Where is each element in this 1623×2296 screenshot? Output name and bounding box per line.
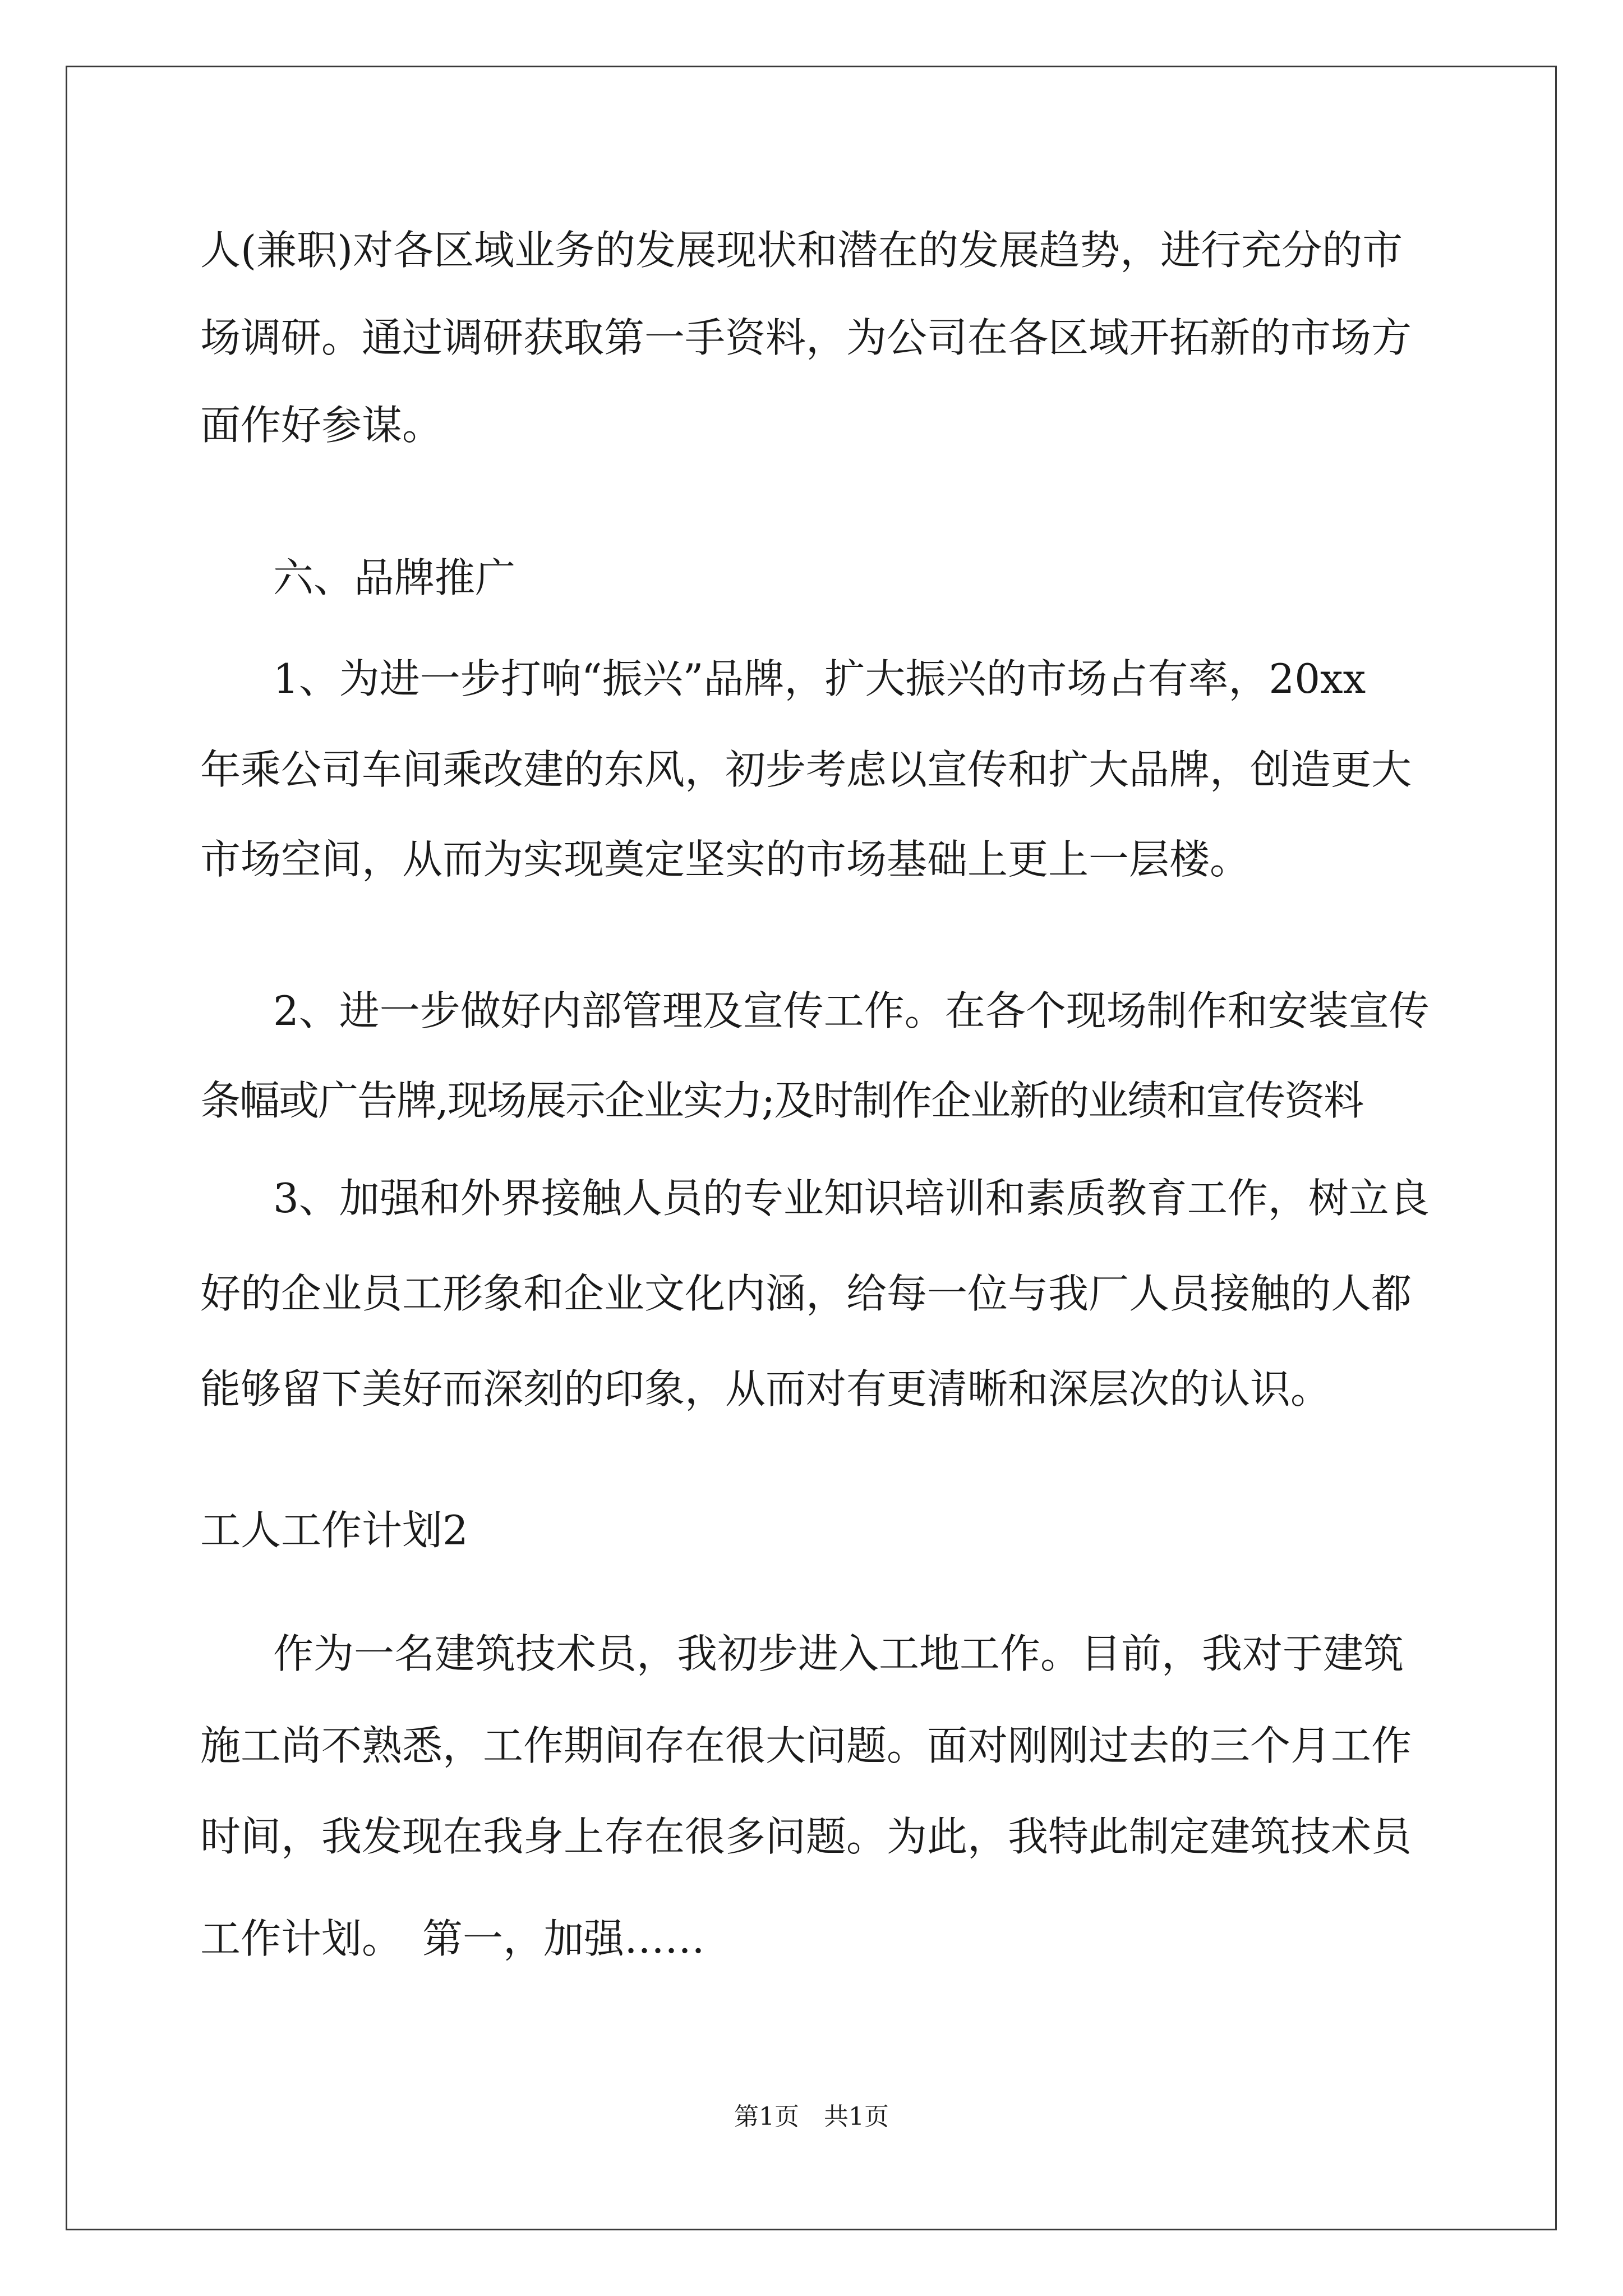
paragraph-line: 3、加强和外界接触人员的专业知识培训和素质教育工作，树立良 <box>273 1175 1430 1222</box>
page-number-footer: 第1页 共1页 <box>734 2102 889 2131</box>
document-title: 工人工作计划2 <box>200 1507 468 1554</box>
paragraph-line: 工作计划。 第一，加强…… <box>200 1915 706 1962</box>
paragraph-line: 时间，我发现在我身上存在很多问题。为此，我特此制定建筑技术员 <box>200 1813 1412 1860</box>
paragraph-line: 人(兼职)对各区域业务的发展现状和潜在的发展趋势，进行充分的市 <box>200 227 1403 274</box>
paragraph-line: 2、进一步做好内部管理及宣传工作。在各个现场制作和安装宣传 <box>273 987 1430 1034</box>
section-heading: 六、品牌推广 <box>273 554 516 601</box>
paragraph-line: 市场空间，从而为实现奠定坚实的市场基础上更上一层楼。 <box>200 836 1251 883</box>
paragraph-line: 能够留下美好而深刻的印象，从而对有更清晰和深层次的认识。 <box>200 1365 1331 1412</box>
paragraph-line: 1、为进一步打响“振兴”品牌，扩大振兴的市场占有率，20xx <box>273 655 1366 702</box>
paragraph-line: 条幅或广告牌,现场展示企业实力;及时制作企业新的业绩和宣传资料 <box>200 1077 1363 1124</box>
paragraph-line: 好的企业员工形象和企业文化内涵，给每一位与我厂人员接触的人都 <box>200 1270 1412 1317</box>
paragraph-line: 作为一名建筑技术员，我初步进入工地工作。目前，我对于建筑 <box>273 1630 1404 1677</box>
paragraph-line: 年乘公司车间乘改建的东风，初步考虑以宣传和扩大品牌，创造更大 <box>200 746 1412 793</box>
paragraph-line: 场调研。通过调研获取第一手资料，为公司在各区域开拓新的市场方 <box>200 314 1412 361</box>
paragraph-line: 施工尚不熟悉，工作期间存在很大问题。面对刚刚过去的三个月工作 <box>200 1722 1412 1769</box>
page-border <box>66 66 1557 2230</box>
paragraph-line: 面作好参谋。 <box>200 402 443 449</box>
